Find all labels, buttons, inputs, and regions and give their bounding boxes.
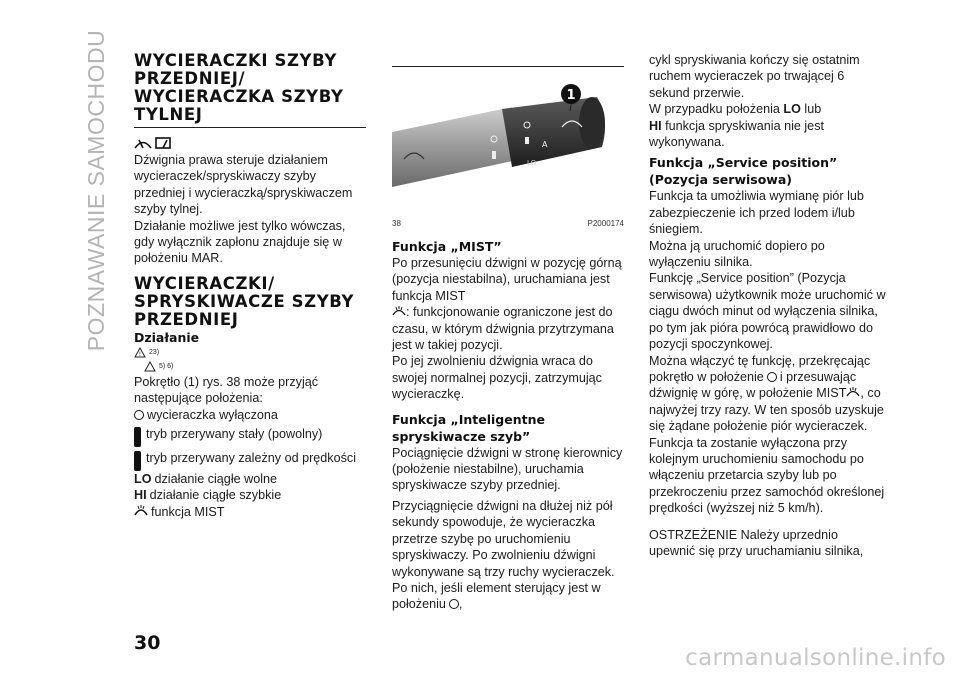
- callout-1: 1: [566, 88, 576, 103]
- caution-triangle-icon: [144, 361, 156, 372]
- operation-paragraph: Działanie możliwe jest tylko wówczas, gdy wyłącznik zapłonu znajduje się w położeniu MAR.: [134, 218, 346, 266]
- svg-text:LO: LO: [527, 159, 537, 167]
- intel-paragraph-1: Pociągnięcie dźwigni w stronę kierownicy (położenie niestabilne), uruchamia spryskiwacze szyby przedniej.: [392, 445, 623, 493]
- speed-bar-icon: [134, 451, 141, 471]
- figure-code: P2000174: [587, 219, 624, 228]
- service-paragraph-1: Funkcja ta umożliwia wymianę piór lub zabezpieczenie ich przed lodem i/lub śniegiem.: [649, 189, 864, 237]
- mist-paragraph-1: Po przesunięciu dźwigni w pozycję górną (pozycja niestabilna), uruchamiana jest funkcja MIST: [392, 256, 622, 303]
- column-2: [392, 58, 624, 613]
- svg-text:!: !: [138, 351, 142, 359]
- warning-icons: [134, 136, 366, 150]
- off-circle-icon: [449, 599, 459, 609]
- reference-warning-1: ! 23): [134, 346, 366, 360]
- list-item: HI działanie ciągłe szybkie: [134, 488, 282, 503]
- positions-list: [134, 407, 366, 521]
- washers-heading: WYCIERACZKI/ SPRYSKIWACZE SZYBY PRZEDNIEJ: [134, 273, 355, 329]
- wiper-icon: [134, 136, 152, 150]
- lo-hi-paragraph: W przypadku położenia LO lub HI funkcja spryskiwania nie jest wykonywana.: [649, 102, 824, 150]
- list-item: tryb przerywany stały (powolny): [134, 426, 366, 447]
- service-paragraph-3: Funkcję „Service position” (Pozycja serwisowa) użytkownik może uruchomić w ciągu dwóch minut od wyłączenia silnika, po tym jak pióra powrócą prawidłowo do pozycji spoczynkowej.: [649, 271, 886, 352]
- mist-paragraph-2: : funkcjonowanie ograniczone jest do czasu, w którym dźwignia przytrzymana jest w takiej pozycji.: [392, 305, 614, 353]
- intelligent-washer-heading: Funkcja „Inteligentne spryskiwacze szyb”: [392, 411, 545, 444]
- watermark: carmanualsonline.info: [685, 645, 946, 671]
- cycle-paragraph: cykl spryskiwania kończy się ostatnim ruchem wycieraczek po trwającej 6 sekund przerwie.: [649, 53, 860, 100]
- list-item: wycieraczka wyłączona: [134, 407, 366, 423]
- service-paragraph-4: Można włączyć tę funkcję, przekręcając pokrętło w położenie i przesuwając dźwignię w górę, w położenie MIST , co najwyżej trzy razy. W ten sposób uzyskuje się żądane położenie piór wycieraczek. Funkcja ta zostanie wyłączona przy kolejnym uruchomieniu samochodu po włączeniu przetarcia szyby lub po przekroczeniu przez samochód określonej prędkości (wyższej niż 5 km/h).: [649, 353, 885, 516]
- off-circle-icon: [767, 372, 777, 382]
- mist-heading: Funkcja „MIST”: [392, 239, 502, 254]
- service-position-heading: Funkcja „Service position” (Pozycja serwisowa): [649, 155, 838, 188]
- list-item: tryb przerywany zależny od prędkości: [134, 450, 366, 471]
- intro-paragraph: Dźwignia prawa steruje działaniem wycieraczek/spryskiwaczy szyby przedniej i wycieraczką/spryskiwaczem szyby tylnej.: [134, 153, 353, 217]
- lever-figure: [392, 66, 624, 226]
- mist-icon: [846, 386, 860, 398]
- figure-number: 38: [392, 219, 401, 228]
- list-item: LO działanie ciągłe wolne: [134, 472, 278, 487]
- mist-paragraph-3: Po jej zwolnieniu dźwignia wraca do swojej normalnej pozycji, zatrzymując wycieraczkę.: [392, 354, 602, 402]
- side-section-title: POZNAWANIE SAMOCHODU: [83, 29, 110, 351]
- hi-symbol: HI: [134, 488, 147, 503]
- intel-paragraph-2: Przyciągnięcie dźwigni na dłużej niż pół sekundy spowoduje, że wycieraczka przetrze szybę po uruchomieniu spryskiwaczy. Po zwolnieniu dźwigni wykonywane są trzy ruchy wycieraczek. Po nich, jeśli element sterujący jest w położeniu ,: [392, 498, 615, 612]
- operation-subheading: Działanie: [134, 329, 200, 345]
- page-number: 30: [134, 632, 161, 654]
- service-paragraph-2: Można ją uruchomić dopiero po wyłączeniu silnika.: [649, 238, 825, 270]
- column-1: [134, 52, 366, 520]
- mist-icon: [134, 504, 148, 517]
- figure-caption: [392, 219, 624, 228]
- off-circle-icon: [134, 410, 144, 420]
- warning-paragraph: OSTRZEŻENIE Należy uprzednio upewnić się przy uruchamianiu silnika,: [649, 527, 864, 558]
- svg-text:A: A: [542, 140, 548, 149]
- mist-icon: [392, 305, 406, 317]
- rear-wiper-icon: [154, 136, 172, 150]
- wiper-lever-illustration: [392, 67, 624, 217]
- warning-triangle-icon: [134, 347, 146, 358]
- reference-warning-2: 5) 6): [134, 360, 366, 374]
- knob-positions-intro: Pokrętło (1) rys. 38 może przyjąć następujące położenia:: [134, 374, 319, 406]
- lo-symbol: LO: [134, 472, 152, 487]
- main-heading: WYCIERACZKI SZYBY PRZEDNIEJ/ WYCIERACZKA SZYBY TYLNEJ: [134, 52, 366, 128]
- list-item: funkcja MIST: [134, 504, 366, 520]
- column-3: [649, 52, 887, 559]
- intermittent-bar-icon: [134, 427, 141, 447]
